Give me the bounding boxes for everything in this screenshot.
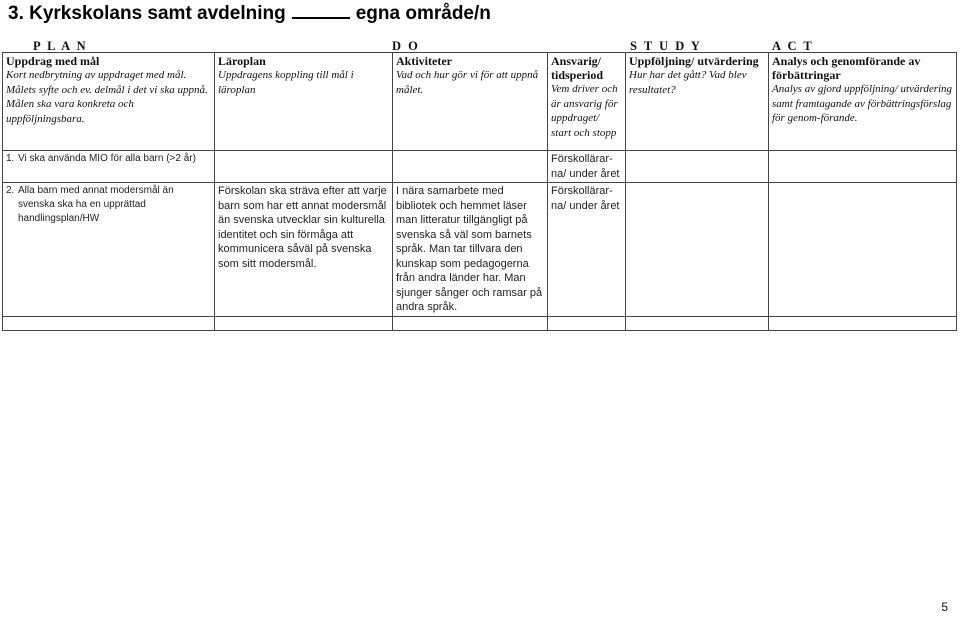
row1-goal-text: Vi ska använda MIO för alla barn (>2 år) [18,153,196,164]
row1-uppfoljning-cell [626,151,769,183]
header-uppfoljning-hint: Hur har det gått? Vad blev resultatet? [629,69,747,96]
header-analys-title: Analys och genomförande av förbättringar [772,54,921,82]
row2-analys-cell [769,183,957,317]
header-laroplan-hint: Uppdragens koppling till mål i läroplan [218,69,354,96]
header-ansvarig-hint: Vem driver och är ansvarig för uppdraget/ start och stopp [551,83,618,139]
row2-goal [6,184,211,226]
fill-in-blank [292,1,350,19]
row2-goal-cell [3,183,215,317]
header-aktiviteter [393,53,548,151]
row3-cell [769,316,957,330]
header-analys-hint: Analys av gjord uppföljning/ utvärdering samt framtagande av förbättringsförslag för genom-förande. [772,83,953,124]
row1-goal-cell [3,151,215,183]
table-row [3,151,957,183]
row1-analys-cell [769,151,957,183]
row1-ansvarig-cell: Förskollärar-na/ under året [548,151,626,183]
row2-uppfoljning-cell [626,183,769,317]
row2-aktiviteter-cell: I nära samarbete med bibliotek och hemmet läser man litteratur tillgängligt på svenska så väl som barnets språk. Man tar tillvara den kunskap som pedagogerna från andra länder har. Man sjunger sånger och ramsar på andra språk. [393,183,548,317]
header-row [3,53,957,151]
phase-plan-label: P L A N [33,39,88,53]
header-uppfoljning-title: Uppföljning/ utvärdering [629,54,759,68]
header-laroplan-title: Läroplan [218,54,266,68]
title-suffix: egna område/n [355,3,491,24]
header-uppdrag-title: Uppdrag med mål [6,54,100,68]
row2-goal-number: 2. [6,185,15,196]
row1-goal-number: 1. [6,153,15,164]
title-prefix: 3. Kyrkskolans samt avdelning [8,3,286,24]
row3-cell [215,316,393,330]
row3-cell [548,316,626,330]
row1-laroplan-cell [215,151,393,183]
header-ansvarig-title: Ansvarig/ tidsperiod [551,54,604,82]
row3-cell [393,316,548,330]
table-row [3,316,957,330]
header-uppfoljning [626,53,769,151]
phase-study-label: S T U D Y [630,39,702,53]
header-laroplan [215,53,393,151]
phase-do-label: D O [392,39,420,53]
row2-laroplan-cell: Förskolan ska sträva efter att varje barn som har ett annat modersmål än svenska utvecklar sin kulturella identitet och sin förmåga att kommunicera såväl på svenska som sitt modersmål. [215,183,393,317]
row2-goal-text: Alla barn med annat modersmål än svenska ska ha en upprättad handlingsplan/HW [18,185,174,224]
header-ansvarig [548,53,626,151]
row2-ansvarig-cell: Förskollärar-na/ under året [548,183,626,317]
header-uppdrag [3,53,215,151]
page-number: 5 [941,600,948,614]
row3-cell [626,316,769,330]
page-title [8,1,491,25]
table-row [3,183,957,317]
row3-cell [3,316,215,330]
row1-aktiviteter-cell [393,151,548,183]
plan-table [2,52,957,331]
header-uppdrag-hint: Kort nedbrytning av uppdraget med mål. Målets syfte och ev. delmål i det vi ska uppnå. Målen ska vara konkreta och uppföljningsbara. [6,69,208,125]
header-analys [769,53,957,151]
header-aktiviteter-hint: Vad och hur gör vi för att uppnå målet. [396,69,539,96]
header-aktiviteter-title: Aktiviteter [396,54,452,68]
phase-act-label: A C T [772,39,814,53]
row1-goal [6,152,211,166]
